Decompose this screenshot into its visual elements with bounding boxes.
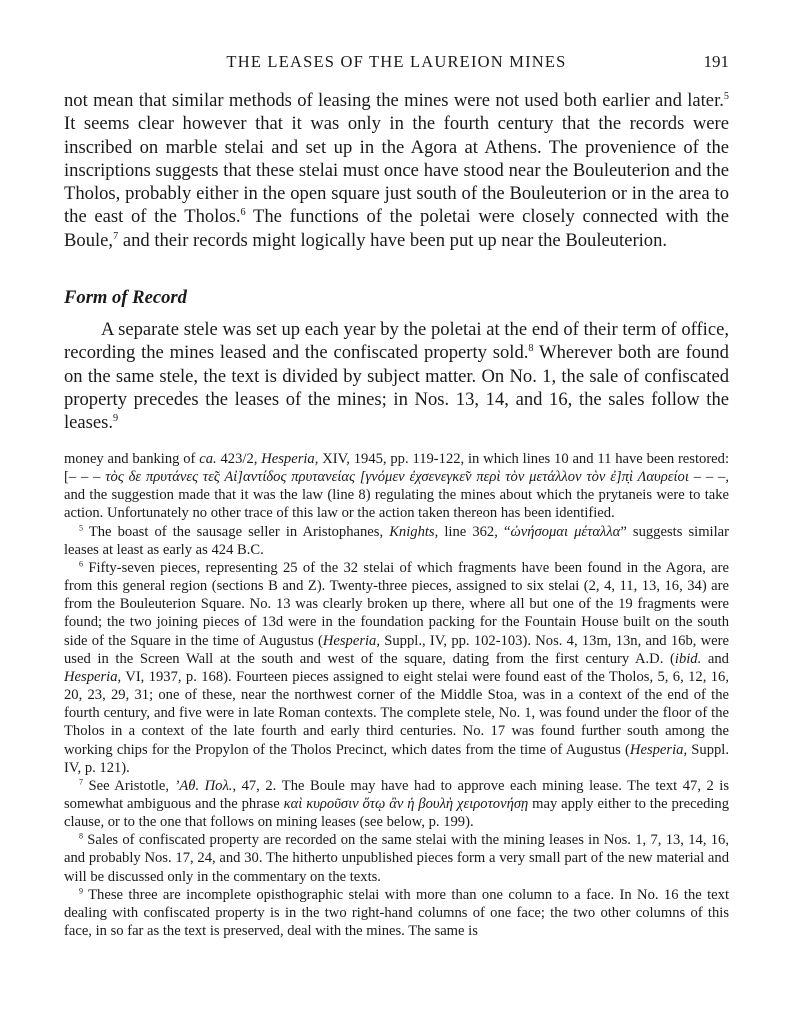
- footnote-number: 9: [79, 886, 84, 896]
- text-run: Sales of confiscated property are recorded on the same stelai with the mining leases in Nos. 1, 7, 13, 14, 16, and probably Nos. 17, 24, and 30. The hitherto unpublished pieces form a very small part of the new material and will be discussed only in the commentary on the texts.: [64, 832, 729, 885]
- text-run: See Aristotle,: [83, 777, 175, 794]
- text-run: money and banking of: [64, 451, 200, 467]
- text-run: , VI, 1937, p. 168). Fourteen pieces assigned to eight stelai were found east of the Tholos, 5, 6, 12, 16, 20, 23, 29, 31; one of these, near the northwest corner of the Middle Stoa, was in a context of the end of the fourth century, and five were in late Roman contexts. The complete stele, No. 1, was found under the floor of the Tholos in a context of the late fourth and early third centuries. No. 17 was found further south among the working chips for the Propylon of the Tholos Precinct, which dates from the time of Augustus (: [64, 668, 729, 758]
- body-paragraph-2: [64, 318, 729, 434]
- italic-text: ibid.: [674, 650, 702, 667]
- footnote-7: [64, 777, 729, 831]
- footnote-number: 5: [79, 523, 84, 533]
- greek-text: ὠνήσομαι μέταλλα: [510, 523, 621, 540]
- footnote-9: [64, 886, 729, 940]
- footnote-marker: 9: [113, 413, 119, 425]
- footnote-marker: 5: [723, 90, 729, 102]
- text-run: 423/2,: [216, 451, 262, 467]
- footnote-5: [64, 523, 729, 559]
- italic-text: Hesperia: [322, 632, 377, 649]
- footnotes: [64, 450, 729, 940]
- text-run: , Suppl., IV, pp. 102-103). Nos. 4, 13m, 13n, and 16b, were used in the Screen Wall at the south and west of the square, dating from the first century A.D. (: [64, 632, 729, 667]
- text-run: and: [701, 650, 729, 667]
- footnote-number: 8: [79, 831, 84, 841]
- text-run: It seems clear however that it was only in the fourth century that the records were inscribed on marble stelai and set up in the Agora at Athens. The provenience of the inscriptions suggests that these stelai must once have stood near the Bouleuterion and the Tholos, probably either in the open square just south of the Bouleuterion or in the area to the east of the Tholos.: [64, 113, 729, 228]
- text-run: may apply either to the preceding clause, or to the one that follows on mining leases (see below, p. 199).: [64, 795, 730, 831]
- running-title: THE LEASES OF THE LAUREION MINES: [226, 52, 567, 71]
- italic-text: Knights: [389, 523, 435, 540]
- text-run: , 47, 2. The Boule may have had to approve each mining lease. The text 47, 2 is somewhat ambiguous and the phrase: [64, 777, 730, 812]
- text-run: A separate stele was set up each year by the poletai at the end of their term of office, recording the mines leased and the confiscated property sold.: [64, 319, 729, 364]
- footnote-marker: 6: [240, 207, 246, 219]
- text-run: Wherever both are found on the same stele, the text is divided by subject matter. On No. 1, the sale of confiscated property precedes the leases of the mines; in Nos. 13, 14, and 16, the sales follow the leases.: [64, 342, 729, 434]
- footnote-6: [64, 559, 729, 777]
- footnote-continued: [64, 450, 729, 523]
- text-run: and their records might logically have been put up near the Bouleuterion.: [118, 229, 668, 251]
- footnote-8: [64, 831, 729, 885]
- text-run: , line 362, “: [434, 523, 511, 540]
- footnote-number: 7: [79, 777, 84, 787]
- text-run: , Suppl. IV, p. 121).: [64, 741, 729, 776]
- text-run: , XIV, 1945, pp. 119-122, in which lines 10 and 11 have been restored: [– – –: [64, 451, 730, 486]
- section-heading: Form of Record: [64, 287, 187, 308]
- footnote-marker: 7: [113, 230, 119, 242]
- page-number: 191: [703, 52, 729, 71]
- greek-text: καὶ κυροῦσιν ὅτῳ ἂν ἡ βουλὴ χειροτονήσῃ: [283, 795, 529, 812]
- italic-text: Hesperia: [64, 668, 118, 685]
- footnote-marker: 8: [528, 343, 534, 355]
- running-header: [64, 52, 729, 76]
- greek-text: ’Αθ. Πολ.: [174, 777, 233, 794]
- text-run: The boast of the sausage seller in Aristophanes,: [83, 523, 390, 540]
- greek-text: τὸς δε πρυτάνες τε̃ς Αἰ]αντίδος πρυτανείας [γνόμεν ἐχσενεγκε̃ν περὶ τὸν μετάλλον τὸν ἐ]π̣ὶ Λαυρείοι: [105, 469, 689, 486]
- italic-text: ca.: [199, 451, 217, 467]
- text-run: Fifty-seven pieces, representing 25 of the 32 stelai of which fragments have been found in the Agora, are from this general region (sections B and Z). Twenty-three pieces, assigned to six stelai (2, 4, 11, 13, 16, 34) are from the Bouleuterion Square. No. 13 was clearly broken up there, where all but one of the 19 fragments were found; the two joining pieces of 13d were in the foundation packing for the Fountain House built on the south side of the Square in the time of Augustus (: [64, 559, 729, 649]
- body-paragraph-1: [64, 89, 729, 252]
- text-run: – – –, and the suggestion made that it was the law (line 8) regulating the mines about which the prytaneis were to take action. Unfortunately no other trace of this law or the action taken thereon has been identified.: [64, 469, 729, 522]
- footnote-number: 6: [79, 559, 84, 569]
- text-run: These three are incomplete opisthographic stelai with more than one column to a face. In No. 16 the text dealing with confiscated property is in the two right-hand columns of one face; the two other columns of this face, in so far as the text is preserved, deal with the mines. The same is: [64, 886, 729, 940]
- text-run: not mean that similar methods of leasing the mines were not used both earlier and later.: [64, 90, 724, 111]
- italic-text: Hesperia: [629, 741, 684, 758]
- italic-text: Hesperia: [261, 451, 315, 467]
- text-run: ” suggests similar leases at least as early as 424 B.C.: [64, 523, 729, 558]
- text-run: The functions of the poletai were closely connected with the Boule,: [64, 206, 729, 251]
